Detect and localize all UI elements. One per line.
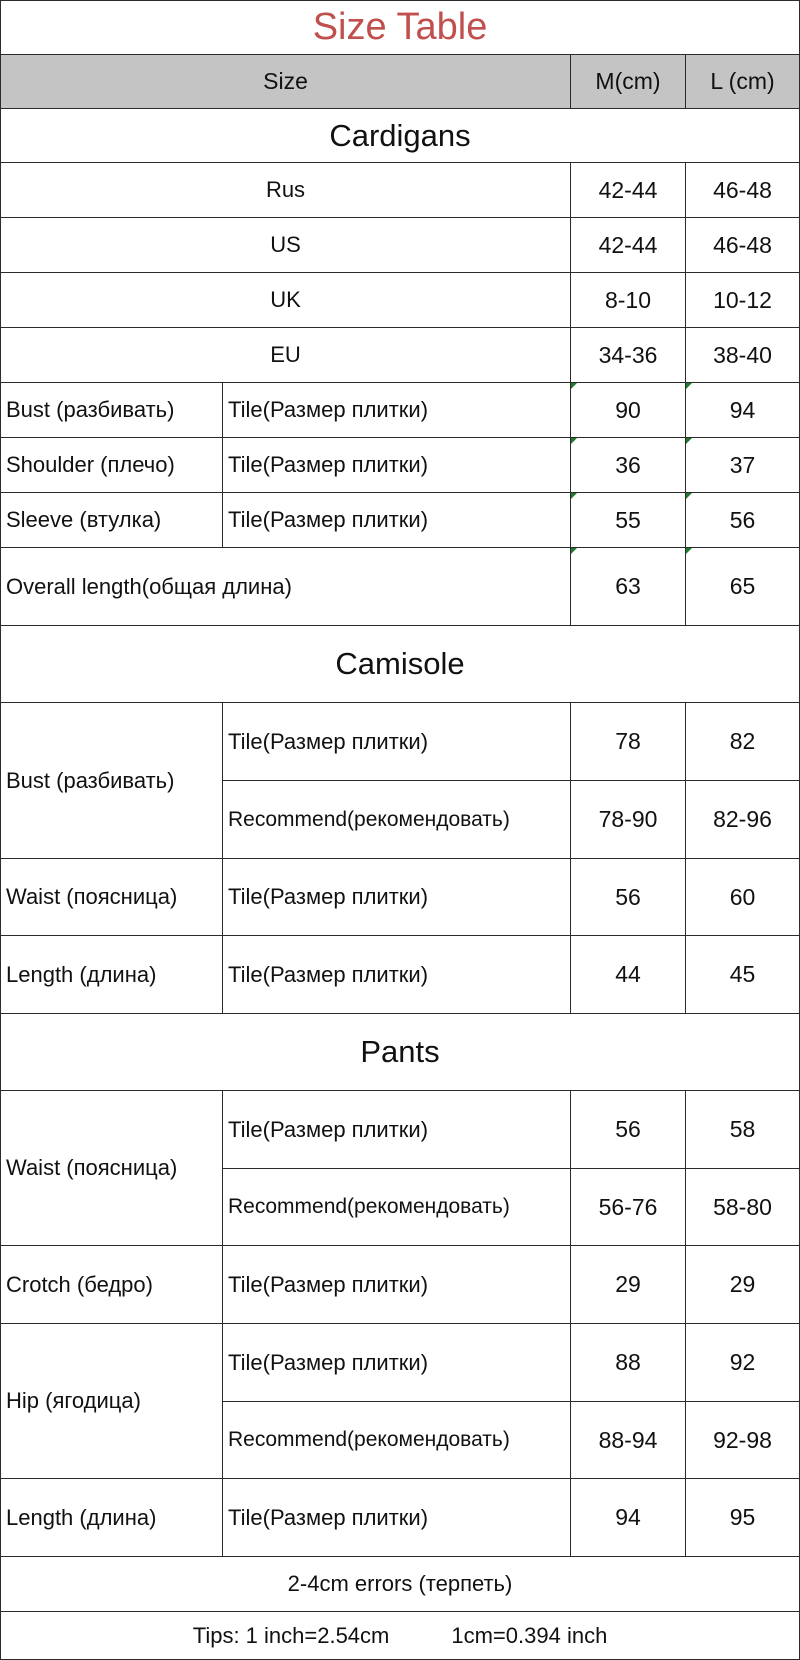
table-row bbox=[1, 328, 800, 383]
measure-label: Length (длина) bbox=[1, 936, 223, 1014]
measure-type: Tile(Размер плитки) bbox=[223, 936, 571, 1014]
m-value: 63 bbox=[571, 548, 686, 626]
measure-type: Recommend(рекомендовать) bbox=[223, 1402, 571, 1479]
l-value: 46-48 bbox=[686, 163, 800, 218]
m-header: M(cm) bbox=[571, 55, 686, 109]
l-value: 45 bbox=[686, 936, 800, 1014]
l-value: 95 bbox=[686, 1479, 800, 1557]
table-row bbox=[1, 1091, 800, 1169]
m-value: 88 bbox=[571, 1324, 686, 1402]
l-value: 56 bbox=[686, 493, 800, 548]
overall-length-label: Overall length(общая длина) bbox=[1, 548, 571, 626]
section-title-pants: Pants bbox=[1, 1014, 800, 1091]
size-label: US bbox=[1, 218, 571, 273]
m-value: 42-44 bbox=[571, 218, 686, 273]
l-value: 38-40 bbox=[686, 328, 800, 383]
measure-label: Waist (поясница) bbox=[1, 859, 223, 936]
table-title: Size Table bbox=[1, 1, 800, 55]
m-value: 78 bbox=[571, 703, 686, 781]
l-value: 10-12 bbox=[686, 273, 800, 328]
measure-label: Length (длина) bbox=[1, 1479, 223, 1557]
m-value: 44 bbox=[571, 936, 686, 1014]
measure-type: Tile(Размер плитки) bbox=[223, 493, 571, 548]
m-value: 36 bbox=[571, 438, 686, 493]
l-value: 58-80 bbox=[686, 1169, 800, 1246]
m-value: 8-10 bbox=[571, 273, 686, 328]
table-row bbox=[1, 936, 800, 1014]
table-row bbox=[1, 163, 800, 218]
table-row bbox=[1, 548, 800, 626]
m-value: 55 bbox=[571, 493, 686, 548]
measure-label: Bust (разбивать) bbox=[1, 383, 223, 438]
table-row bbox=[1, 703, 800, 781]
table-row bbox=[1, 273, 800, 328]
l-value: 29 bbox=[686, 1246, 800, 1324]
tips-note bbox=[1, 1612, 800, 1660]
l-value: 94 bbox=[686, 383, 800, 438]
size-label: EU bbox=[1, 328, 571, 383]
measure-type: Recommend(рекомендовать) bbox=[223, 781, 571, 859]
m-value: 42-44 bbox=[571, 163, 686, 218]
table-row bbox=[1, 1479, 800, 1557]
tips-inch: Tips: 1 inch=2.54cm bbox=[192, 1622, 390, 1648]
l-value: 46-48 bbox=[686, 218, 800, 273]
table-row bbox=[1, 1246, 800, 1324]
l-value: 92-98 bbox=[686, 1402, 800, 1479]
measure-label: Bust (разбивать) bbox=[1, 703, 223, 859]
l-value: 37 bbox=[686, 438, 800, 493]
errors-note: 2-4cm errors (терпеть) bbox=[1, 1557, 800, 1612]
table-row bbox=[1, 1324, 800, 1402]
measure-type: Tile(Размер плитки) bbox=[223, 438, 571, 493]
measure-label: Waist (поясница) bbox=[1, 1091, 223, 1246]
tips-cm: 1cm=0.394 inch bbox=[451, 1622, 608, 1648]
measure-label: Hip (ягодица) bbox=[1, 1324, 223, 1479]
size-header: Size bbox=[1, 55, 571, 109]
m-value: 56-76 bbox=[571, 1169, 686, 1246]
m-value: 56 bbox=[571, 859, 686, 936]
size-label: Rus bbox=[1, 163, 571, 218]
section-title-cardigans: Cardigans bbox=[1, 109, 800, 163]
table-row bbox=[1, 383, 800, 438]
measure-type: Tile(Размер плитки) bbox=[223, 1091, 571, 1169]
measure-type: Tile(Размер плитки) bbox=[223, 1324, 571, 1402]
table-row bbox=[1, 493, 800, 548]
l-value: 65 bbox=[686, 548, 800, 626]
measure-label: Crotch (бедро) bbox=[1, 1246, 223, 1324]
measure-type: Tile(Размер плитки) bbox=[223, 1246, 571, 1324]
measure-type: Tile(Размер плитки) bbox=[223, 703, 571, 781]
l-header: L (cm) bbox=[686, 55, 800, 109]
table-row bbox=[1, 859, 800, 936]
measure-type: Tile(Размер плитки) bbox=[223, 383, 571, 438]
m-value: 34-36 bbox=[571, 328, 686, 383]
l-value: 82-96 bbox=[686, 781, 800, 859]
l-value: 92 bbox=[686, 1324, 800, 1402]
section-title-camisole: Camisole bbox=[1, 626, 800, 703]
measure-type: Tile(Размер плитки) bbox=[223, 1479, 571, 1557]
m-value: 56 bbox=[571, 1091, 686, 1169]
m-value: 29 bbox=[571, 1246, 686, 1324]
size-label: UK bbox=[1, 273, 571, 328]
m-value: 94 bbox=[571, 1479, 686, 1557]
measure-type: Recommend(рекомендовать) bbox=[223, 1169, 571, 1246]
measure-type: Tile(Размер плитки) bbox=[223, 859, 571, 936]
l-value: 58 bbox=[686, 1091, 800, 1169]
measure-label: Shoulder (плечо) bbox=[1, 438, 223, 493]
m-value: 78-90 bbox=[571, 781, 686, 859]
table-row bbox=[1, 218, 800, 273]
l-value: 60 bbox=[686, 859, 800, 936]
l-value: 82 bbox=[686, 703, 800, 781]
m-value: 90 bbox=[571, 383, 686, 438]
m-value: 88-94 bbox=[571, 1402, 686, 1479]
table-row bbox=[1, 438, 800, 493]
measure-label: Sleeve (втулка) bbox=[1, 493, 223, 548]
